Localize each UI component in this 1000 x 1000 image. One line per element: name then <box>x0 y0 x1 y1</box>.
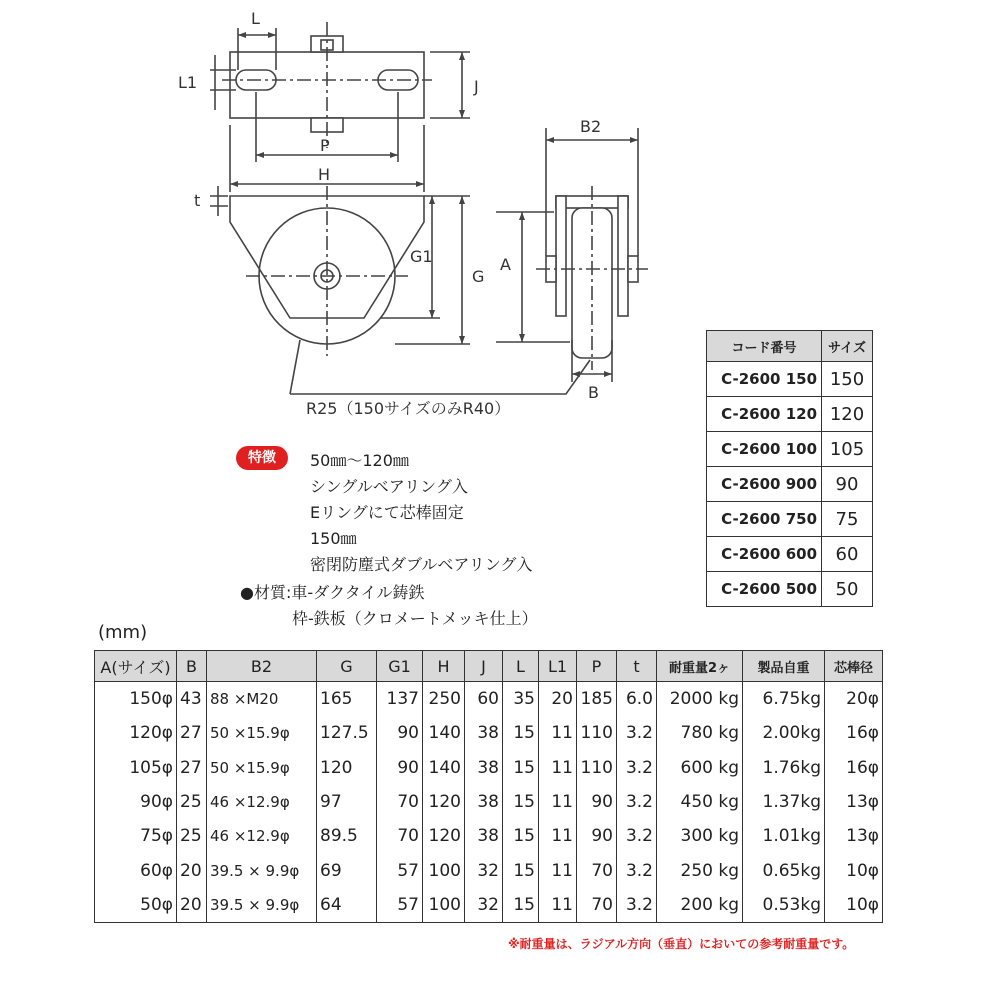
table-cell: 20 <box>177 888 207 923</box>
table-cell: 60 <box>465 682 503 717</box>
table-cell: 600 kg <box>657 751 743 785</box>
table-row <box>95 785 883 819</box>
radius-note: R25（150サイズのみR40） <box>306 399 511 418</box>
table-cell: 20 <box>539 682 577 717</box>
size-cell: 75 <box>822 502 873 537</box>
table-cell: 27 <box>177 716 207 750</box>
spec-table <box>94 650 883 923</box>
col-header: 耐重量2ヶ <box>657 651 743 682</box>
table-cell: 89.5 <box>317 819 377 853</box>
table-cell: 110 <box>577 751 617 785</box>
table-cell: 15 <box>503 785 539 819</box>
table-cell: 250 kg <box>657 853 743 887</box>
unit-label: (mm) <box>98 622 148 643</box>
dim-label-G1: G1 <box>410 247 433 266</box>
table-cell: 38 <box>465 785 503 819</box>
table-cell: 27 <box>177 751 207 785</box>
col-header: J <box>465 651 503 682</box>
table-row <box>95 888 883 923</box>
col-header: H <box>423 651 465 682</box>
table-cell: 13φ <box>825 785 883 819</box>
code-cell: C-2600 150 <box>707 362 822 397</box>
table-cell: 1.76kg <box>743 751 825 785</box>
table-cell: 39.5 × 9.9φ <box>207 853 317 887</box>
table-cell: 16φ <box>825 716 883 750</box>
table-cell: 6.75kg <box>743 682 825 717</box>
table-cell: 3.2 <box>617 888 657 923</box>
table-cell: 39.5 × 9.9φ <box>207 888 317 923</box>
material-line: ●材質:車-ダクタイル鋳鉄 <box>240 583 425 602</box>
table-cell: 25 <box>177 819 207 853</box>
table-cell: 20φ <box>825 682 883 717</box>
table-cell: 100 <box>423 888 465 923</box>
col-header: B <box>177 651 207 682</box>
feature-line: シングルベアリング入 <box>310 477 468 496</box>
feature-line: Eリングにて芯棒固定 <box>310 503 464 522</box>
dim-label-L1: L1 <box>178 73 198 92</box>
code-number-table <box>706 330 873 607</box>
size-cell: 60 <box>822 537 873 572</box>
size-cell: 150 <box>822 362 873 397</box>
table-cell: 50 ×15.9φ <box>207 716 317 750</box>
table-cell: 13φ <box>825 819 883 853</box>
table-cell: 50φ <box>95 888 177 923</box>
table-cell: 15 <box>503 853 539 887</box>
table-cell: 200 kg <box>657 888 743 923</box>
table-cell: 43 <box>177 682 207 717</box>
table-cell: 1.01kg <box>743 819 825 853</box>
dim-label-J: J <box>474 77 479 96</box>
table-cell: 15 <box>503 751 539 785</box>
table-cell: 780 kg <box>657 716 743 750</box>
table-cell: 90 <box>377 751 423 785</box>
table-cell: 32 <box>465 853 503 887</box>
table-row <box>707 572 873 607</box>
table-cell: 250 <box>423 682 465 717</box>
dim-label-B: B <box>588 383 599 402</box>
dim-label-H: H <box>318 165 331 184</box>
load-note: ※耐重量は、ラジアル方向（垂直）においての参考耐重量です。 <box>508 937 855 951</box>
feature-line: 密閉防塵式ダブルベアリング入 <box>310 555 533 574</box>
table-row <box>95 716 883 750</box>
table-cell: 11 <box>539 888 577 923</box>
table-cell: 1.37kg <box>743 785 825 819</box>
col-header: A(サイズ) <box>95 651 177 682</box>
table-cell: 16φ <box>825 751 883 785</box>
table-cell: 0.65kg <box>743 853 825 887</box>
table-cell: 75φ <box>95 819 177 853</box>
table-cell: 3.2 <box>617 785 657 819</box>
table-cell: 0.53kg <box>743 888 825 923</box>
table-cell: 57 <box>377 853 423 887</box>
col-header: t <box>617 651 657 682</box>
table-cell: 3.2 <box>617 819 657 853</box>
table-row <box>707 502 873 537</box>
table-row <box>707 537 873 572</box>
table-cell: 70 <box>577 853 617 887</box>
col-header: B2 <box>207 651 317 682</box>
table-cell: 11 <box>539 716 577 750</box>
size-cell: 105 <box>822 432 873 467</box>
table-row <box>95 682 883 717</box>
table-row <box>95 819 883 853</box>
code-cell: C-2600 600 <box>707 537 822 572</box>
table-cell: 90 <box>377 716 423 750</box>
table-cell: 105φ <box>95 751 177 785</box>
table-cell: 50 ×15.9φ <box>207 751 317 785</box>
table-cell: 6.0 <box>617 682 657 717</box>
dim-label-L: L <box>251 9 260 28</box>
col-header: 製品自重 <box>743 651 825 682</box>
table-row <box>707 397 873 432</box>
code-header: コード番号 <box>707 331 822 362</box>
table-cell: 11 <box>539 853 577 887</box>
col-header: 芯棒径 <box>825 651 883 682</box>
code-cell: C-2600 100 <box>707 432 822 467</box>
size-header: サイズ <box>822 331 873 362</box>
dim-label-B2: B2 <box>580 117 602 136</box>
table-cell: 15 <box>503 716 539 750</box>
table-cell: 97 <box>317 785 377 819</box>
table-cell: 127.5 <box>317 716 377 750</box>
table-cell: 450 kg <box>657 785 743 819</box>
table-cell: 38 <box>465 819 503 853</box>
table-cell: 150φ <box>95 682 177 717</box>
table-cell: 11 <box>539 819 577 853</box>
col-header: P <box>577 651 617 682</box>
feature-badge: 特徴 <box>236 446 288 470</box>
table-row <box>707 362 873 397</box>
table-cell: 88 ×M20 <box>207 682 317 717</box>
table-cell: 38 <box>465 751 503 785</box>
table-cell: 70 <box>577 888 617 923</box>
table-cell: 35 <box>503 682 539 717</box>
table-cell: 64 <box>317 888 377 923</box>
table-cell: 140 <box>423 716 465 750</box>
code-cell: C-2600 900 <box>707 467 822 502</box>
col-header: G1 <box>377 651 423 682</box>
table-row <box>95 853 883 887</box>
table-row <box>707 467 873 502</box>
table-cell: 3.2 <box>617 716 657 750</box>
table-cell: 165 <box>317 682 377 717</box>
size-cell: 50 <box>822 572 873 607</box>
table-cell: 120 <box>423 785 465 819</box>
table-cell: 140 <box>423 751 465 785</box>
table-cell: 10φ <box>825 888 883 923</box>
dim-label-G: G <box>472 267 485 286</box>
table-cell: 46 ×12.9φ <box>207 785 317 819</box>
table-row <box>95 751 883 785</box>
table-cell: 137 <box>377 682 423 717</box>
table-cell: 70 <box>377 785 423 819</box>
table-cell: 185 <box>577 682 617 717</box>
table-cell: 2.00kg <box>743 716 825 750</box>
table-cell: 2000 kg <box>657 682 743 717</box>
table-cell: 110 <box>577 716 617 750</box>
feature-line: 150㎜ <box>310 529 357 548</box>
code-cell: C-2600 120 <box>707 397 822 432</box>
dim-label-A: A <box>500 255 511 274</box>
code-cell: C-2600 500 <box>707 572 822 607</box>
table-cell: 32 <box>465 888 503 923</box>
code-cell: C-2600 750 <box>707 502 822 537</box>
table-cell: 90φ <box>95 785 177 819</box>
table-cell: 120 <box>317 751 377 785</box>
table-cell: 11 <box>539 751 577 785</box>
table-cell: 15 <box>503 888 539 923</box>
table-cell: 69 <box>317 853 377 887</box>
table-cell: 15 <box>503 819 539 853</box>
table-cell: 10φ <box>825 853 883 887</box>
table-cell: 300 kg <box>657 819 743 853</box>
table-cell: 90 <box>577 819 617 853</box>
table-cell: 3.2 <box>617 751 657 785</box>
table-cell: 3.2 <box>617 853 657 887</box>
col-header: G <box>317 651 377 682</box>
table-cell: 25 <box>177 785 207 819</box>
size-cell: 90 <box>822 467 873 502</box>
table-row <box>707 432 873 467</box>
dim-label-P: P <box>320 136 330 155</box>
table-cell: 70 <box>377 819 423 853</box>
table-cell: 46 ×12.9φ <box>207 819 317 853</box>
table-cell: 120φ <box>95 716 177 750</box>
table-cell: 90 <box>577 785 617 819</box>
material-line: 枠-鉄板（クロメートメッキ仕上） <box>292 609 538 628</box>
code-table-header <box>707 331 873 362</box>
size-cell: 120 <box>822 397 873 432</box>
spec-table-header <box>95 651 883 682</box>
table-cell: 11 <box>539 785 577 819</box>
table-cell: 57 <box>377 888 423 923</box>
table-cell: 60φ <box>95 853 177 887</box>
table-cell: 38 <box>465 716 503 750</box>
feature-line: 50㎜～120㎜ <box>310 451 409 470</box>
col-header: L <box>503 651 539 682</box>
dim-label-t: t <box>194 191 201 210</box>
col-header: L1 <box>539 651 577 682</box>
table-cell: 100 <box>423 853 465 887</box>
table-cell: 120 <box>423 819 465 853</box>
table-cell: 20 <box>177 853 207 887</box>
